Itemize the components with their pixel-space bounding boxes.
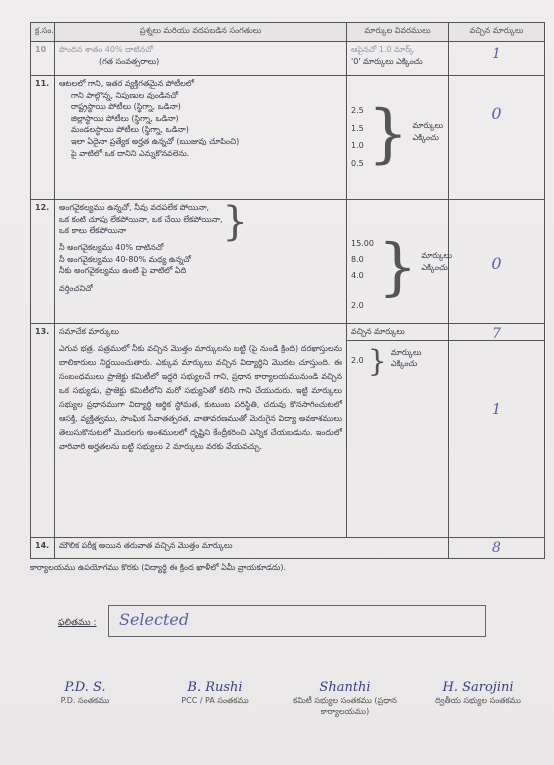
mark-value: 4.0 (351, 271, 364, 280)
row-line: ఒక కంటి చూపు లేకపోయినా, ఒక చేయి లేకపోయినా, (59, 214, 223, 224)
brace-icon: } (367, 343, 387, 379)
row-line: ఒక కాలు లేకపోయినా (59, 226, 127, 236)
row-line: అంగవైకల్యము ఉన్నచో, నీవు వదపలేక పోయినా, (59, 203, 210, 212)
header-awarded-marks: వచ్చిన మార్కులు (449, 23, 545, 42)
mark-value: 15.00 (351, 239, 374, 248)
row-no: 13. (31, 324, 55, 538)
row-line: పొందిన శాతం 40% దాటినచో (59, 45, 153, 54)
mark-value: 2.0 (351, 355, 364, 365)
mark-value: 8.0 (351, 255, 364, 264)
signature-title: ద్వితీయ సభ్యుల సంతకము (435, 696, 521, 705)
row-awarded (449, 324, 545, 538)
row-line: నీ అంగవైకల్యము 40% దాటినచో (59, 243, 164, 252)
row-line: గాని పాల్గొన్న, నిపుణుల వుండినచో (71, 90, 179, 100)
table-row-10 (31, 42, 545, 76)
signature-committee (280, 680, 410, 718)
row-no: 10 (31, 42, 55, 76)
signature-scrawl: H. Sarojini (442, 680, 514, 695)
signature-pcc (160, 680, 270, 707)
brace-icon: } (222, 199, 248, 245)
row-line: నీ అంగవైకల్యము 40-80% మధ్య ఉన్నచో (59, 254, 191, 264)
marks-note: మార్కులు ఎక్కించు (412, 121, 444, 142)
row-line: ఆటలలో గాని, ఇతర వ్యక్తిగతమైన పోటీలలో (59, 79, 195, 88)
marks-line: ఆపైనచో 1.0 మార్క్ (351, 45, 414, 54)
awarded-mark: 1 (449, 42, 545, 76)
table-row-11 (31, 76, 545, 200)
row-no: 11. (31, 76, 55, 200)
mark-value: 1.5 (351, 123, 364, 133)
row-item (55, 200, 347, 324)
total-mark: 8 (449, 538, 545, 559)
mark-value: 1.0 (351, 141, 364, 151)
office-use-note: కార్యాలయము ఉపయోగము కొరకు (విద్యార్థి ఈ క్రింద ఖాళీలో ఏమీ వ్రాయకూడదు). (30, 563, 287, 572)
signature-title: P.D. సంతకము (60, 696, 110, 705)
marks-line: '0' మార్కులు ఎక్కించు (351, 56, 423, 66)
header-item: ప్రశ్నలు మరియు వదపబడిన సంగతులు (55, 23, 347, 42)
row-marks (347, 324, 449, 538)
row-paragraph: ఎగువ భత్ర. పత్రములో నీకు వచ్చిన మొత్తం మార్కులను బట్టి (పై నుండి క్రింది) దరఖాస్తులను బాలికారులు నిర్ణయించుతారు. ఎక్కువ మార్కులు వచ్చిన విద్యార్థిని మొదట చూస్తుంది. ఈ సంబంధములు ప్రాజెక్టు కమిటీలో ఇద్దరి సభ్యులచే గాని, ప్రధాన కార్యాలయమునుండి వచ్చిన ఒక సభ్యుడు, ప్రాజెక్టు కమిటీలోని మరో సభ్యునితో కలిసి గాని చేయుదురు. ఇట్టి మార్కులు సభ్యుల ప్రధానముగా విద్యార్థి ఆర్థిక స్థోమత, కుటుంబ పరిస్థితి, చదువు కొనసాగించుటలో ఆసక్తి, వ్యక్తిత్వము, సాంఘిక సేవాతత్పరత, వాతావరణముతో మెరుగైన విద్యా అవకాశములు తెలుసుకొనుటలో మొదలగు అంశములలో దృష్టిని కేంద్రీకరించి ఎన్నిక చేయబడును. ఇందులో వారివారి అర్హతలను బట్టి సభ్యులు 2 మార్కులు వరకు వేయవచ్చు. (59, 343, 342, 451)
marks-head: వచ్చిన మార్కులు (347, 324, 448, 341)
row-line: వర్తించనిచో (59, 283, 93, 293)
table-header-row (31, 23, 545, 42)
awarded-mark: 0 (449, 200, 545, 324)
row-line: నీకు అంగవైకల్యము ఉంటి పై వాటిలో ఏది (59, 266, 187, 276)
signature-scrawl: B. Rushi (187, 680, 243, 695)
brace-icon: } (367, 97, 409, 171)
marks-note: మార్కులు ఎక్కించు (421, 251, 452, 272)
row-item (55, 324, 347, 538)
result-box (108, 605, 486, 637)
row-no: 12. (31, 200, 55, 324)
awarded-mark: 1 (491, 400, 502, 418)
row-item: మౌలిక పరీక్ష అయిన తరువాత వచ్చిన మొత్తం మార్కులు (55, 538, 449, 559)
table-row-14 (31, 538, 545, 559)
evaluation-table (30, 22, 545, 559)
row-marks (347, 76, 449, 200)
awarded-mark: 0 (449, 76, 545, 200)
brace-icon: } (377, 230, 418, 303)
row-item (55, 42, 347, 76)
mark-value: 0.5 (351, 158, 364, 168)
mark-value: 2.0 (351, 301, 364, 310)
row-line: (గత సంవత్సరాలు) (99, 56, 160, 66)
row-line: మండలస్థాయి పోటీలు (స్థిగ్నా, ఒడినా) (71, 125, 189, 135)
signature-title: PCC / PA సంతకము (181, 696, 249, 705)
signature-pd (40, 680, 130, 707)
row-line: జిల్లాస్థాయి పోటీలు (స్థిగ్నా, ఒడినా) (71, 113, 179, 123)
result-label: ఫలితము : (58, 618, 97, 628)
awarded-head: 7 (449, 324, 544, 341)
row-line: పై వాటిలో ఒక దానిని ఎన్నుకొనవలెను. (71, 148, 190, 158)
row-line: రాష్ట్రస్థాయి పోటీలు (స్థిగ్నా, ఒడినా) (71, 102, 181, 112)
row-marks (347, 200, 452, 324)
result-value: Selected (119, 610, 190, 629)
row-marks (347, 42, 449, 76)
header-marks-details: మార్కుల వివరములు (347, 23, 449, 42)
mark-value: 2.5 (351, 106, 364, 115)
header-serial-no: క్ర.సం. (31, 23, 55, 42)
table-row-13 (31, 324, 545, 538)
signature-title: కమిటీ సభ్యుల సంతకము (ప్రధాన కార్యాలయము) (293, 696, 397, 716)
signature-scrawl: P.D. S. (64, 680, 106, 695)
row-line: ఇలా ఏదైనా ప్రత్యేక అర్హత ఉన్నచో (ఋజువు చూపించి) (71, 136, 240, 146)
table-row-12 (31, 200, 545, 324)
row-item (55, 76, 347, 200)
marks-note: మార్కులు ఎక్కించు (390, 347, 422, 369)
row-title: సమాచేక మార్కులు (59, 327, 120, 336)
signature-second-member (418, 680, 538, 707)
row-no: 14. (31, 538, 55, 559)
signature-scrawl: Shanthi (319, 680, 371, 695)
